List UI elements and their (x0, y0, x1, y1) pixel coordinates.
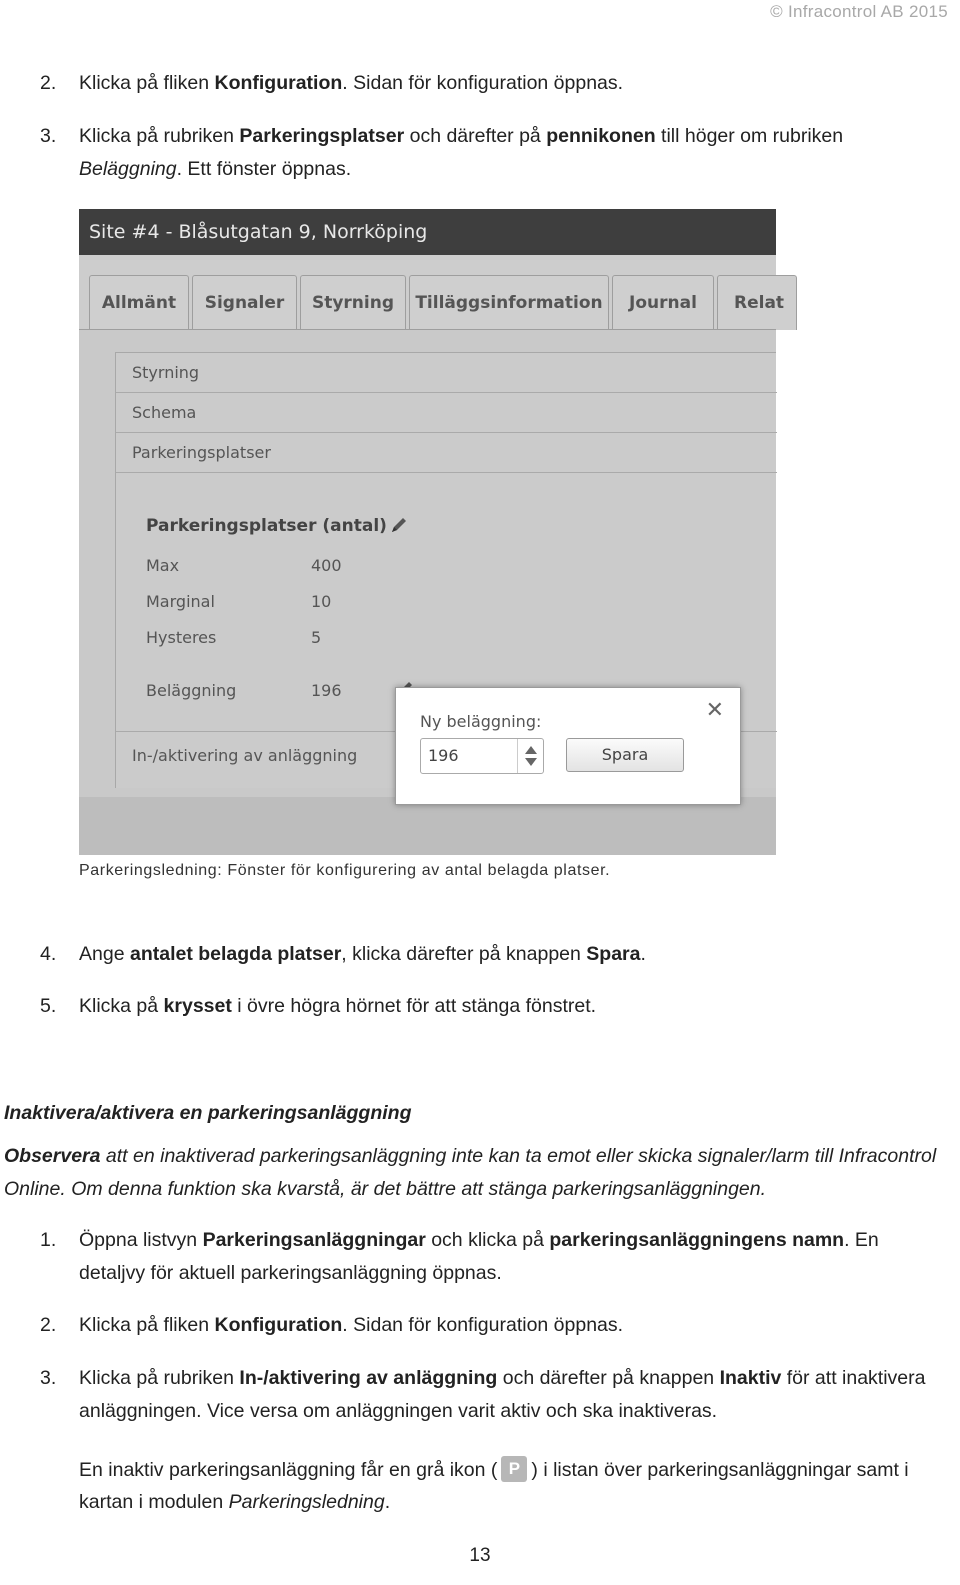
page-number: 13 (469, 1545, 491, 1566)
step-number: 3. (40, 125, 57, 147)
pencil-icon[interactable] (388, 514, 410, 536)
belaggning-input[interactable] (420, 738, 544, 774)
section-note: Observera att en inaktiverad parkeringsanläggning inte kan ta emot eller skicka signaler/larm till Infracontrol Online. Om denna funktion ska kvarstå, är det bättre att stänga parkeringsanläggningen. (4, 1145, 937, 1200)
label-marginal: Marginal (146, 592, 215, 611)
step-3-top: 3. Klicka på rubriken Parkeringsplatser och därefter på pennikonen till höger om rubriken Beläggning. Ett fönster öppnas. (0, 120, 960, 190)
tab-tillaggsinformation[interactable]: Tilläggsinformation (409, 275, 609, 330)
copyright-notice: © Infracontrol AB 2015 (770, 2, 948, 21)
menu-item-in-aktivering[interactable]: In-/aktivering av anläggning (132, 746, 358, 765)
figure-caption: Parkeringsledning: Fönster för konfigurering av antal belagda platser. (79, 862, 611, 879)
label-hysteres: Hysteres (146, 628, 217, 647)
label-belaggning: Beläggning (146, 681, 237, 700)
tab-allmant[interactable]: Allmänt (89, 275, 189, 330)
arrow-down-icon[interactable] (525, 758, 537, 766)
value-hysteres: 5 (311, 628, 322, 647)
arrow-up-icon[interactable] (525, 746, 537, 754)
step-number: 4. (40, 943, 57, 965)
menu-item-schema[interactable]: Schema (116, 393, 777, 433)
final-paragraph: En inaktiv parkeringsanläggning får en grå ikon ( P ) i listan över parkeringsanläggningar samt i kartan i modulen Parkeringsledning. (79, 1454, 939, 1518)
label-max: Max (146, 556, 180, 575)
spinner-control[interactable] (517, 739, 543, 773)
tab-styrning[interactable]: Styrning (300, 275, 406, 330)
popup-label: Ny beläggning: (420, 712, 542, 731)
step-number: 3. (40, 1367, 57, 1389)
step-number: 2. (40, 72, 57, 94)
tab-signaler[interactable]: Signaler (192, 275, 297, 330)
parking-icon: P (501, 1456, 527, 1482)
value-belaggning: 196 (311, 681, 342, 700)
step-number: 5. (40, 995, 57, 1017)
value-marginal: 10 (311, 592, 332, 611)
site-window-title: Site #4 - Blåsutgatan 9, Norrköping (79, 209, 776, 255)
step-number: 2. (40, 1314, 57, 1336)
configuration-screenshot (79, 209, 785, 855)
section-title: Inaktivera/aktivera en parkeringsanläggning (4, 1102, 412, 1124)
tab-bar (79, 255, 785, 329)
close-icon[interactable]: ✕ (705, 698, 724, 723)
menu-item-styrning[interactable]: Styrning (116, 353, 777, 393)
menu-item-parkeringsplatser[interactable]: Parkeringsplatser (116, 433, 777, 473)
step-number: 1. (40, 1229, 57, 1251)
step-1-bottom: 1. Öppna listvyn Parkeringsanläggningar och klicka på parkeringsanläggningens namn. En detaljvy för aktuell parkeringsanläggning öppnas. (0, 1224, 960, 1294)
tab-relat[interactable]: Relat (717, 275, 797, 330)
value-max: 400 (311, 556, 342, 575)
step-3-bottom: 3. Klicka på rubriken In-/aktivering av anläggning och därefter på knappen Inaktiv för att inaktivera anläggningen. Vice versa om anläggningen varit aktiv och ska inaktiveras. (0, 1362, 960, 1432)
panel-footer (79, 797, 776, 855)
tab-journal[interactable]: Journal (612, 275, 714, 330)
belaggning-input-value: 196 (428, 746, 459, 765)
sub-heading-parkeringsplatser: Parkeringsplatser (antal) (146, 516, 387, 536)
belaggning-popup (395, 687, 741, 805)
save-button[interactable]: Spara (566, 738, 684, 772)
